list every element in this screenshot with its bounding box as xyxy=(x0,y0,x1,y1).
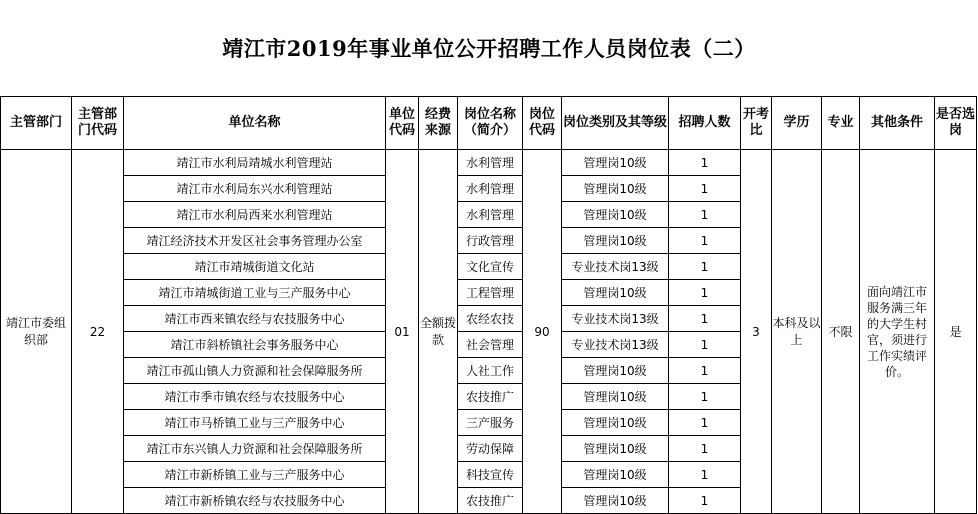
unit-name-cell: 靖江市东兴镇人力资源和社会保障服务所 xyxy=(124,436,386,462)
count-cell: 1 xyxy=(669,202,741,228)
header-major: 专业 xyxy=(822,97,860,150)
post-name-cell: 水利管理 xyxy=(458,202,523,228)
unit-name-cell: 靖江市水利局西来水利管理站 xyxy=(124,202,386,228)
post-name-cell: 社会管理 xyxy=(458,332,523,358)
header-edu: 学历 xyxy=(772,97,822,150)
post-type-cell: 管理岗10级 xyxy=(562,488,669,514)
count-cell: 1 xyxy=(669,150,741,176)
post-type-cell: 管理岗10级 xyxy=(562,410,669,436)
count-cell: 1 xyxy=(669,358,741,384)
unit-name-cell: 靖江市新桥镇农经与农技服务中心 xyxy=(124,488,386,514)
unit-name-cell: 靖江市季市镇农经与农技服务中心 xyxy=(124,384,386,410)
other-conditions-cell: 面向靖江市服务满三年的大学生村官，须进行工作实绩评价。 xyxy=(860,150,935,514)
post-name-cell: 劳动保障 xyxy=(458,436,523,462)
table-row xyxy=(1,150,977,176)
unit-name-cell: 靖江市新桥镇工业与三产服务中心 xyxy=(124,462,386,488)
page-title: 靖江市2019年事业单位公开招聘工作人员岗位表（二） xyxy=(222,36,756,61)
selective-cell: 是 xyxy=(935,150,977,514)
post-name-cell: 人社工作 xyxy=(458,358,523,384)
dept-code-cell: 22 xyxy=(72,150,124,514)
post-name-cell: 文化宣传 xyxy=(458,254,523,280)
post-name-cell: 农技推广 xyxy=(458,384,523,410)
post-name-cell: 农技推广 xyxy=(458,488,523,514)
header-unit-name: 单位名称 xyxy=(124,97,386,150)
count-cell: 1 xyxy=(669,384,741,410)
post-type-cell: 管理岗10级 xyxy=(562,462,669,488)
post-type-cell: 管理岗10级 xyxy=(562,358,669,384)
unit-name-cell: 靖江市斜桥镇社会事务服务中心 xyxy=(124,332,386,358)
count-cell: 1 xyxy=(669,228,741,254)
header-unit-code: 单位代码 xyxy=(386,97,419,150)
count-cell: 1 xyxy=(669,332,741,358)
unit-name-cell: 靖江市水利局东兴水利管理站 xyxy=(124,176,386,202)
header-count: 招聘人数 xyxy=(669,97,741,150)
count-cell: 1 xyxy=(669,488,741,514)
header-ratio: 开考比 xyxy=(741,97,772,150)
header-selective: 是否选岗 xyxy=(935,97,977,150)
header-row xyxy=(1,97,977,150)
unit-name-cell: 靖江市孤山镇人力资源和社会保障服务所 xyxy=(124,358,386,384)
post-name-cell: 工程管理 xyxy=(458,280,523,306)
header-post-name: 岗位名称（简介） xyxy=(458,97,523,150)
count-cell: 1 xyxy=(669,306,741,332)
edu-cell: 本科及以上 xyxy=(772,150,822,514)
unit-name-cell: 靖江市西来镇农经与农技服务中心 xyxy=(124,306,386,332)
post-type-cell: 管理岗10级 xyxy=(562,384,669,410)
post-code-cell: 90 xyxy=(523,150,562,514)
funding-cell: 全额拨款 xyxy=(419,150,458,514)
post-name-cell: 农经农技 xyxy=(458,306,523,332)
header-dept-code: 主管部门代码 xyxy=(72,97,124,150)
header-other: 其他条件 xyxy=(860,97,935,150)
count-cell: 1 xyxy=(669,254,741,280)
header-post-code: 岗位代码 xyxy=(523,97,562,150)
post-name-cell: 三产服务 xyxy=(458,410,523,436)
job-positions-table xyxy=(0,96,977,514)
post-type-cell: 管理岗10级 xyxy=(562,436,669,462)
post-type-cell: 管理岗10级 xyxy=(562,280,669,306)
unit-name-cell: 靖江市水利局靖城水利管理站 xyxy=(124,150,386,176)
major-cell: 不限 xyxy=(822,150,860,514)
unit-name-cell: 靖江市靖城街道工业与三产服务中心 xyxy=(124,280,386,306)
ratio-cell: 3 xyxy=(741,150,772,514)
dept-cell: 靖江市委组织部 xyxy=(1,150,72,514)
post-type-cell: 管理岗10级 xyxy=(562,176,669,202)
unit-code-cell: 01 xyxy=(386,150,419,514)
post-name-cell: 水利管理 xyxy=(458,150,523,176)
count-cell: 1 xyxy=(669,280,741,306)
header-funding: 经费来源 xyxy=(419,97,458,150)
post-type-cell: 管理岗10级 xyxy=(562,228,669,254)
post-name-cell: 科技宣传 xyxy=(458,462,523,488)
post-name-cell: 行政管理 xyxy=(458,228,523,254)
count-cell: 1 xyxy=(669,436,741,462)
count-cell: 1 xyxy=(669,410,741,436)
unit-name-cell: 靖江市靖城街道文化站 xyxy=(124,254,386,280)
header-post-type: 岗位类别及其等级 xyxy=(562,97,669,150)
unit-name-cell: 靖江经济技术开发区社会事务管理办公室 xyxy=(124,228,386,254)
count-cell: 1 xyxy=(669,176,741,202)
unit-name-cell: 靖江市马桥镇工业与三产服务中心 xyxy=(124,410,386,436)
post-type-cell: 专业技术岗13级 xyxy=(562,254,669,280)
count-cell: 1 xyxy=(669,462,741,488)
post-type-cell: 专业技术岗13级 xyxy=(562,306,669,332)
post-type-cell: 管理岗10级 xyxy=(562,150,669,176)
post-name-cell: 水利管理 xyxy=(458,176,523,202)
post-type-cell: 专业技术岗13级 xyxy=(562,332,669,358)
post-type-cell: 管理岗10级 xyxy=(562,202,669,228)
header-dept: 主管部门 xyxy=(1,97,72,150)
